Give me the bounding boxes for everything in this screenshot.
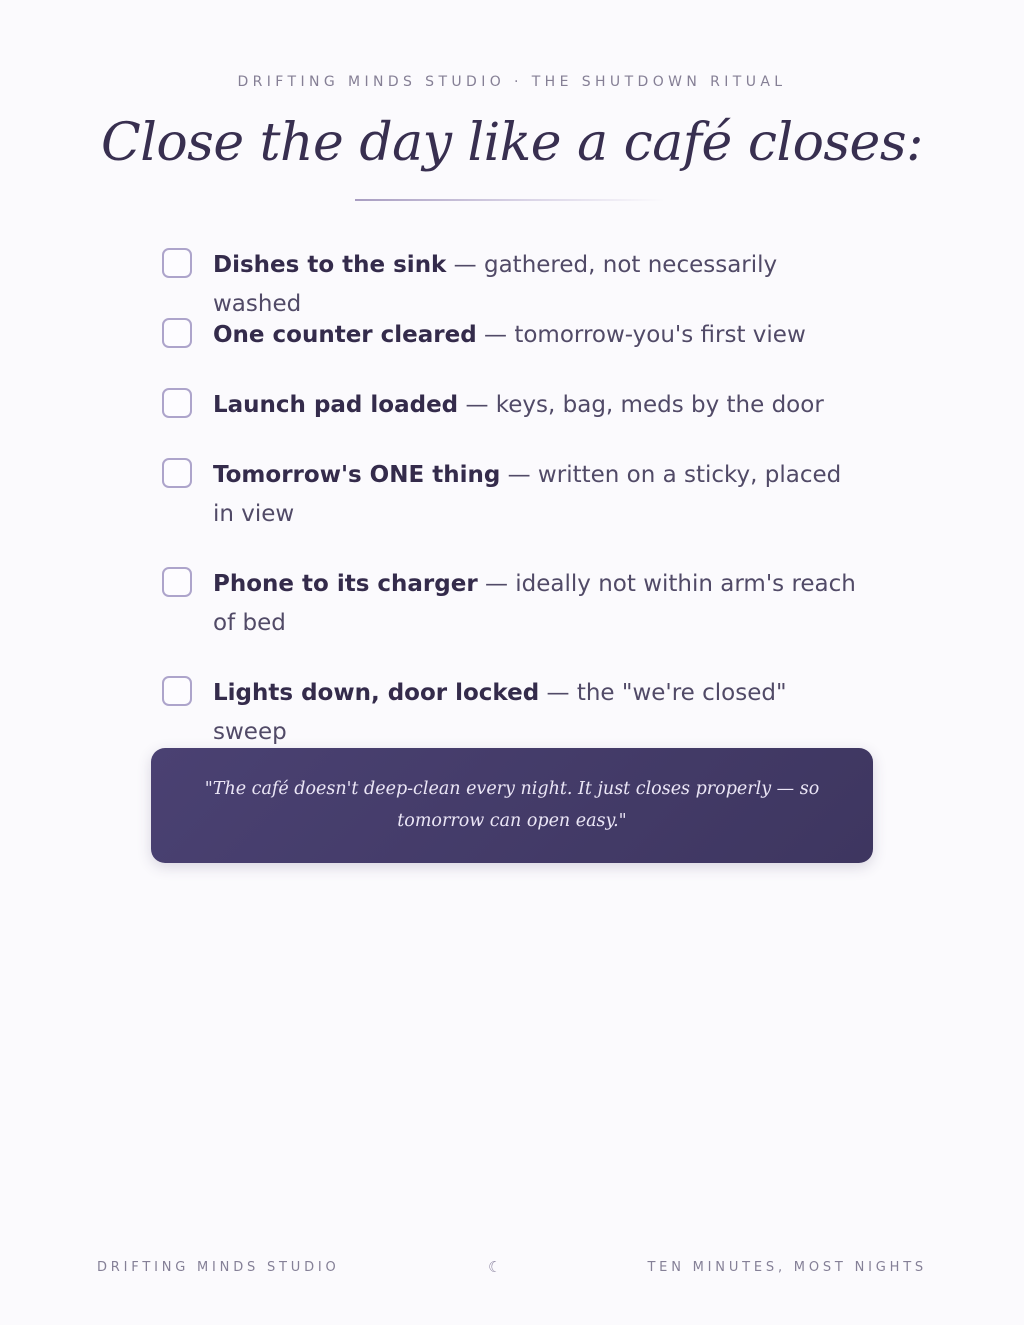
item-separator: — [476, 322, 515, 348]
checkbox[interactable] [162, 567, 192, 597]
checklist-item-label: Launch pad loaded [213, 392, 459, 418]
checkbox[interactable] [162, 318, 192, 348]
checklist-item-detail: written on a sticky, placed in view [213, 462, 842, 527]
checklist-item-label: Phone to its charger [213, 571, 478, 597]
checklist-item-label: One counter cleared [213, 322, 477, 348]
checklist-item-text [213, 456, 863, 534]
checklist-item-text [213, 565, 863, 643]
footer-tagline: TEN MINUTES, MOST NIGHTS [647, 1260, 927, 1275]
checklist-item-label: Tomorrow's ONE thing [213, 462, 501, 488]
checklist-item-detail: gathered, not necessarily washed [213, 252, 778, 317]
eyebrow-label: DRIFTING MINDS STUDIO · THE SHUTDOWN RITUAL [237, 74, 787, 90]
checklist-item-text [213, 316, 863, 355]
item-separator: — [477, 571, 516, 597]
checkbox[interactable] [162, 248, 192, 278]
page-title: Close the day like a café closes: [100, 113, 924, 173]
checklist-item-detail: the "we're closed" sweep [213, 680, 787, 745]
item-separator: — [446, 252, 484, 278]
checklist-item-text [213, 674, 863, 752]
checkbox[interactable] [162, 676, 192, 706]
checklist-item-label: Lights down, door locked [213, 680, 540, 706]
quote-text: "The café doesn't deep-clean every night. It just closes properly — so tomorrow can open easy." [204, 779, 820, 831]
checklist-item-detail: ideally not within arm's reach of bed [213, 571, 856, 636]
checklist-item-label: Dishes to the sink [213, 252, 447, 278]
quote-card [151, 748, 873, 863]
checklist-item-text [213, 246, 863, 324]
item-separator: — [539, 680, 577, 706]
checklist-item-text [213, 386, 863, 425]
checklist-item-detail: keys, bag, meds by the door [495, 392, 824, 418]
footer-studio-name: DRIFTING MINDS STUDIO [97, 1260, 340, 1275]
checkbox[interactable] [162, 458, 192, 488]
item-separator: — [500, 462, 538, 488]
item-separator: — [458, 392, 496, 418]
checklist-item-detail: tomorrow-you's first view [514, 322, 806, 348]
crescent-moon-icon: ☾ [488, 1258, 502, 1276]
checkbox[interactable] [162, 388, 192, 418]
